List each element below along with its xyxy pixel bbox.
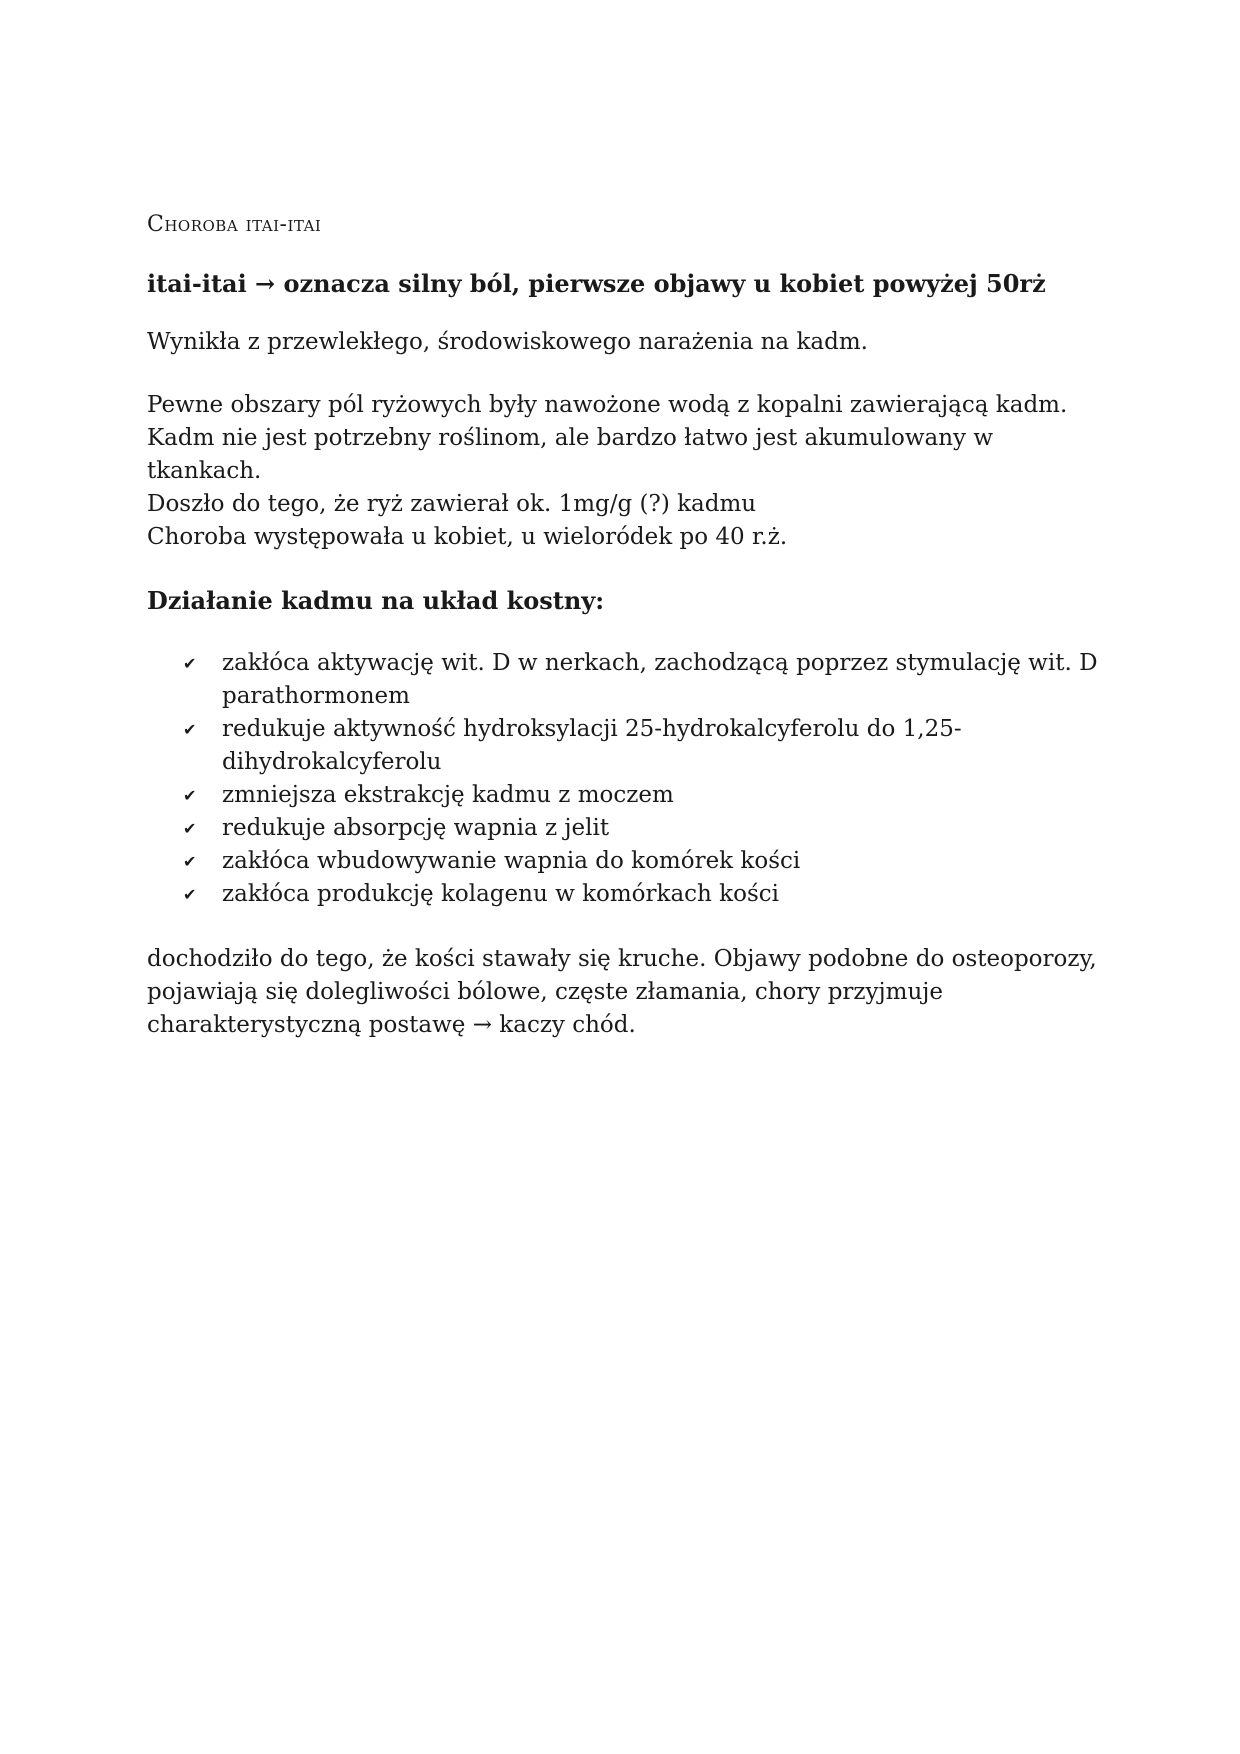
checkmark-icon: ✔ <box>183 885 197 904</box>
list-item <box>147 713 1107 779</box>
document-subtitle: itai-itai → oznacza silny ból, pierwsze objawy u kobiet powyżej 50rż <box>147 269 1046 298</box>
paragraph-line: Choroba występowała u kobiet, u wieloródek po 40 r.ż. <box>147 524 788 550</box>
list-item <box>147 779 1107 812</box>
list-item-text: zakłóca aktywację wit. D w nerkach, zachodzącą poprzez stymulację wit. D parathormonem <box>222 650 1098 709</box>
checkmark-icon: ✔ <box>183 654 197 673</box>
list-item <box>147 878 1107 911</box>
conclusion-paragraph: dochodziło do tego, że kości stawały się kruche. Objawy podobne do osteoporozy, pojawiają się dolegliwości bólowe, częste złamania, chory przyjmuje charakterystyczną postawę → kaczy chód. <box>147 946 1097 1038</box>
list-item-text: zakłóca produkcję kolagenu w komórkach kości <box>222 881 779 907</box>
list-item-text: redukuje absorpcję wapnia z jelit <box>222 815 610 841</box>
list-item-text: redukuje aktywność hydroksylacji 25-hydrokalcyferolu do 1,25-dihydrokalcyferolu <box>222 716 962 775</box>
list-item-text: zmniejsza ekstrakcję kadmu z moczem <box>222 782 674 808</box>
list-item <box>147 845 1107 878</box>
rice-fields-paragraph <box>147 389 1107 554</box>
paragraph-line: tkankach. <box>147 458 262 484</box>
checkmark-icon: ✔ <box>183 819 197 838</box>
intro-paragraph: Wynikła z przewlekłego, środowiskowego narażenia na kadm. <box>147 329 868 355</box>
list-item <box>147 647 1107 713</box>
paragraph-line: Pewne obszary pól ryżowych były nawożone wodą z kopalni zawierającą kadm. <box>147 392 1068 418</box>
checkmark-icon: ✔ <box>183 720 197 739</box>
list-item-text: zakłóca wbudowywanie wapnia do komórek kości <box>222 848 801 874</box>
paragraph-line: Doszło do tego, że ryż zawierał ok. 1mg/g (?) kadmu <box>147 491 757 517</box>
document-title: Choroba itai-itai <box>147 212 322 237</box>
document-body <box>147 208 1107 1072</box>
list-item <box>147 812 1107 845</box>
paragraph-line: Kadm nie jest potrzebny roślinom, ale bardzo łatwo jest akumulowany w <box>147 425 994 451</box>
checkmark-icon: ✔ <box>183 786 197 805</box>
section-heading: Działanie kadmu na układ kostny: <box>147 586 605 615</box>
checkmark-icon: ✔ <box>183 852 197 871</box>
effects-list <box>147 647 1107 911</box>
